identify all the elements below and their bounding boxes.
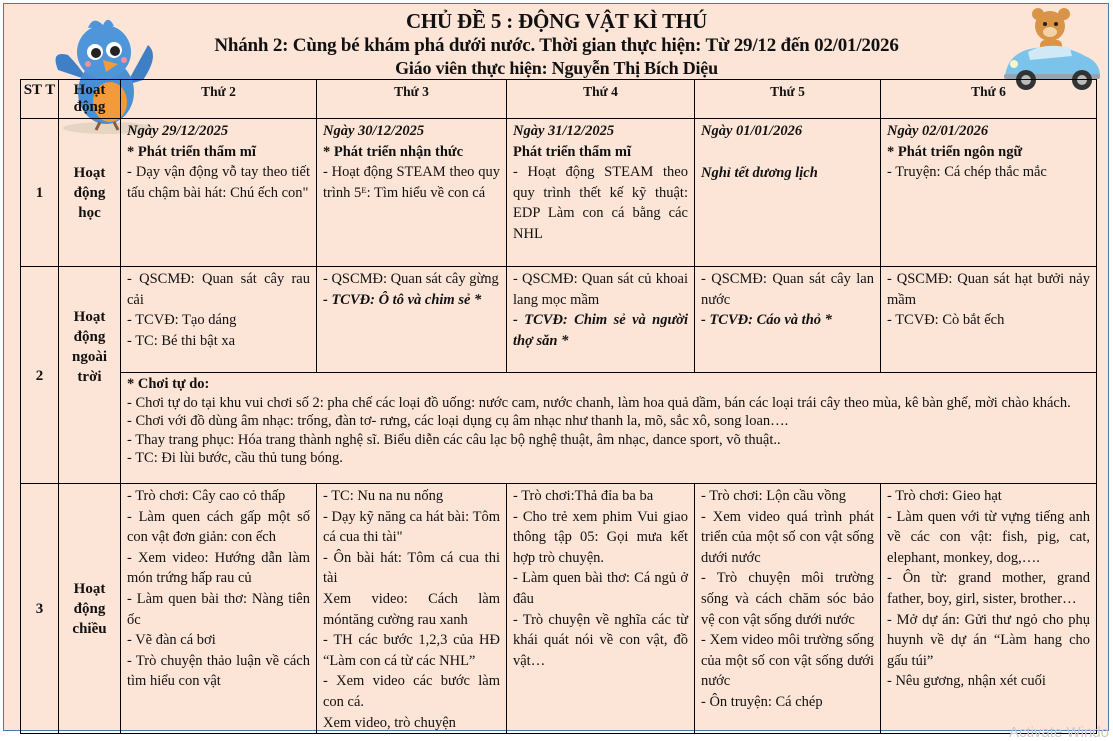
table-row [21, 119, 1097, 267]
row-number: 3 [21, 484, 59, 734]
cell-line: - Xem video quá trình phát triển của một số con vật sống dưới nước [701, 508, 874, 566]
schedule-cell [507, 119, 695, 267]
cell-line [701, 142, 874, 163]
cell-line: Nghỉ tết dương lịch [701, 164, 818, 181]
cell-line: - Trò chuyện thảo luận về cách tìm hiểu con vật [127, 652, 310, 690]
cell-line: - Ôn từ: grand mother, grand father, boy, girl, sister, brother… [887, 570, 1090, 607]
cell-line: * Phát triển thẩm mĩ [127, 143, 256, 160]
cell-line: - Làm quen cách gấp một số con vật đơn giản: con ếch [127, 508, 310, 546]
cell-line: - Vẽ đàn cá bơi [127, 632, 216, 649]
activity-name: Hoạt động chiều [59, 484, 121, 734]
cell-line: - Làm quen với từ vựng tiếng anh về các con vật: fish, pig, cat, elephant, monkey, dog,…. [887, 508, 1090, 566]
schedule-cell [121, 267, 317, 373]
cell-line: Ngày 30/12/2025 [323, 123, 425, 139]
table-row [21, 267, 1097, 373]
cell-line: - Ôn bài hát: Tôm cá cua thi tài [323, 549, 500, 587]
table-row [21, 484, 1097, 734]
cell-line: - TCVĐ: Chim sẻ và người thợ săn * [513, 312, 688, 349]
schedule-cell [881, 119, 1097, 267]
column-header-activity: Hoạt động [59, 80, 121, 119]
cell-line: - Trò chuyện về nghĩa các từ khái quát nói về con vật, đồ vật… [513, 611, 688, 669]
cell-line: - Truyện: Cá chép thắc mắc [887, 164, 1047, 181]
cell-line: - Làm quen bài thơ: Nàng tiên ốc [127, 590, 310, 628]
activity-name: Hoạt động ngoài trời [59, 267, 121, 484]
cell-line: - TCVĐ: Cò bắt ếch [887, 312, 1005, 329]
cell-line: - QSCMĐ: Quan sát củ khoai lang mọc mầm [513, 271, 688, 308]
free-play-cell [121, 373, 1097, 484]
column-header-day: Thứ 5 [695, 80, 881, 119]
cell-line: - Trò chơi: Lộn cầu vồng [701, 488, 847, 504]
schedule-cell [695, 267, 881, 373]
schedule-cell [881, 267, 1097, 373]
cell-line: Ngày 29/12/2025 [127, 123, 229, 139]
cell-line: Phát triển thẩm mĩ [513, 143, 631, 160]
column-header-day: Thứ 6 [881, 80, 1097, 119]
schedule-cell [507, 484, 695, 734]
cell-line: - Trò chơi:Thả đỉa ba ba [513, 488, 654, 504]
cell-line: - TC: Nu na nu nống [323, 488, 444, 504]
schedule-cell [121, 119, 317, 267]
cell-line: - Xem video: Hướng dẫn làm món trứng hấp rau củ [127, 549, 310, 587]
cell-line: * Phát triển nhận thức [323, 143, 464, 160]
cell-line: - QSCMĐ: Quan sát cây gừng [323, 271, 499, 287]
activity-name: Hoạt động học [59, 119, 121, 267]
cell-line: - Hoạt động STEAM theo quy trình thết kế kỹ thuật: EDP Làm con cá bằng các NHL [513, 164, 688, 242]
page-subtitle: Nhánh 2: Cùng bé khám phá dưới nước. Thời gian thực hiện: Từ 29/12 đến 02/01/2026 [214, 35, 899, 56]
teacher-name: Giáo viên thực hiện: Nguyễn Thị Bích Diệu [395, 58, 718, 78]
cell-line: - Làm quen bài thơ: Cá ngủ ở đâu [513, 570, 688, 607]
schedule-cell [507, 267, 695, 373]
schedule-cell [695, 119, 881, 267]
schedule-cell [317, 267, 507, 373]
cell-line: - TCVĐ: Cáo và thỏ * [701, 312, 832, 329]
row-number: 1 [21, 119, 59, 267]
cell-line: - Chơi với đồ dùng âm nhạc: trống, đàn tơ- rưng, các loại dụng cụ âm nhạc như thanh la, mõ, sắc xô, song loan…. [127, 413, 789, 430]
cell-line: Xem video, trò chuyện [323, 714, 456, 731]
cell-line: - Thay trang phục: Hóa trang thành nghệ sĩ. Biểu diễn các câu lạc bộ nghệ thuật, âm nhạc, dance sport, võ thuật.. [127, 431, 781, 448]
cell-line: - TC: Bé thi bật xa [127, 332, 236, 349]
cell-line: - QSCMĐ: Quan sát cây lan nước [701, 271, 874, 308]
cell-line: - TCVĐ: Tạo dáng [127, 312, 237, 329]
activation-watermark: Activate Windo [1008, 724, 1109, 741]
schedule-cell [317, 484, 507, 734]
cell-line: - Mở dự án: Gửi thư ngỏ cho phụ huynh về dự án “Làm hang cho gấu túi” [887, 611, 1090, 669]
cell-line: - QSCMĐ: Quan sát hạt bưởi nảy mầm [887, 271, 1090, 308]
cell-line: * Chơi tự do: [127, 376, 210, 392]
cell-line: - TCVĐ: Ô tô và chim sẻ * [323, 291, 482, 308]
cell-line: - Trò chuyện môi trường sống và cách chăm sóc bảo vệ con vật sống dưới nước [701, 570, 874, 628]
cell-line: - Xem video các bước làm con cá. [323, 673, 500, 710]
cell-line: - Dạy vận động vỗ tay theo tiết tấu chậm bài hát: Chú ếch con" [127, 164, 310, 201]
cell-line: Xem video: Cách làm móntăng cường rau xanh [323, 590, 500, 628]
cell-line: - Nêu gương, nhận xét cuối [887, 673, 1046, 690]
column-header-stt: ST T [21, 80, 59, 119]
header-row [21, 80, 1097, 119]
cell-line: - TC: Đi lùi bước, cầu thủ tung bóng. [127, 450, 343, 467]
row-number: 2 [21, 267, 59, 484]
cell-line: Ngày 31/12/2025 [513, 123, 615, 139]
free-play-row [21, 373, 1097, 484]
schedule-cell [121, 484, 317, 734]
page-title: CHỦ ĐỀ 5 : ĐỘNG VẬT KÌ THÚ [405, 9, 708, 33]
column-header-day: Thứ 4 [507, 80, 695, 119]
cell-line: - Chơi tự do tại khu vui chơi số 2: pha chế các loại đồ uống: nước cam, nước chanh, làm hoa quả dầm, bán các loại trái cây theo mùa, kê bàn ghế, mời chào khách. [127, 394, 1071, 411]
cell-line: - Trò chơi: Cây cao cỏ thấp [127, 488, 286, 504]
cell-line: - Cho trẻ xem phim Vui giao thông tập 05: Gọi mưa kết hợp trò chuyện. [513, 508, 688, 566]
schedule-cell [317, 119, 507, 267]
cell-line: Ngày 01/01/2026 [701, 123, 803, 139]
cell-line: * Phát triển ngôn ngữ [887, 143, 1023, 160]
column-header-day: Thứ 2 [121, 80, 317, 119]
schedule-table [20, 79, 1097, 734]
schedule-cell [881, 484, 1097, 734]
schedule-cell [695, 484, 881, 734]
cell-line: - Xem video môi trường sống của một số con vật sống dưới nước [701, 632, 874, 690]
cell-line: Ngày 02/01/2026 [887, 123, 989, 139]
cell-line: - Hoạt động STEAM theo quy trình 5ᴱ: Tìm hiểu về con cá [323, 164, 500, 201]
cell-line: - TH các bước 1,2,3 của HĐ “Làm con cá từ các NHL” [323, 632, 500, 669]
cell-line: - QSCMĐ: Quan sát cây rau cải [127, 271, 310, 308]
cell-line: - Ôn truyện: Cá chép [701, 693, 823, 710]
cell-line: - Dạy kỹ năng ca hát bài: Tôm cá cua thi tài" [323, 508, 500, 546]
column-header-day: Thứ 3 [317, 80, 507, 119]
cell-line: - Trò chơi: Gieo hạt [887, 488, 1002, 504]
